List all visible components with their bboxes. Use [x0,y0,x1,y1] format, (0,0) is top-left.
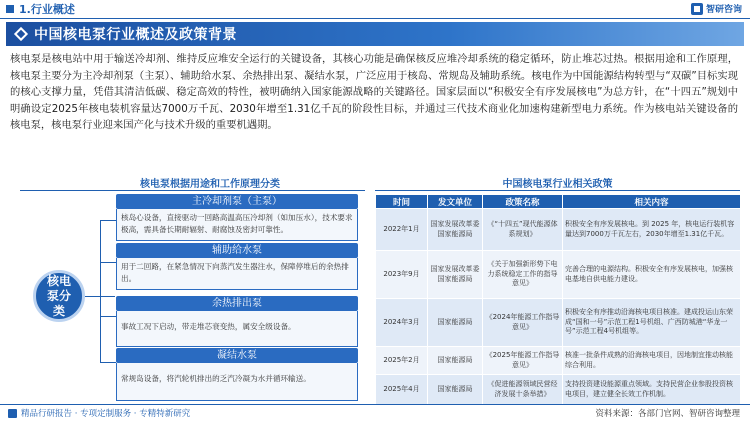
footer-left [8,407,190,419]
brand-logo [691,2,742,15]
right-panel-divider [375,190,740,191]
intro-paragraph: 核电泵是核电站中用于输送冷却剂、维持反应堆安全运行的关键设备，其核心功能是确保核反应堆冷却系统的稳定循环，防止堆芯过热。根据用途和工作原理，核电泵主要分为主冷却剂泵（主泵）、辅助给水泵、余热排出泵、凝结水泵，广泛应用于核岛、常规岛及辅助系统。核电作为中国能源结构转型与“双碳”目标实现的核心支撑力量，凭借其清洁低碳、稳定高效的特性，被明确纳入国家能源战略的关键路径。国家层面以“积极安全有序发展核电”为总方针，在“十四五”规划中明确设定2025年核电装机容量达7000万千瓦、2030年增至1.31亿千瓦的阶段性目标，并通过三代技术商业化加速构建新型电力系统。作为核电站关键设备的核电泵，核电泵行业迎来国产化与技术升级的重要机遇期。 [10,53,738,132]
title-banner [6,22,744,46]
top-divider [0,18,750,19]
footer-logo-icon [8,409,17,418]
column-header-content: 相关内容 [563,195,741,209]
cell-issuer: 国家能源局 [428,299,483,347]
source-note: 资料来源：各部门官网、智研咨询整理 [595,409,740,419]
section-marker-icon [6,5,14,13]
cell-policy: 《“十四五”现代能源体系规划》 [483,209,563,251]
category-desc: 常规岛设备，将汽轮机排出的乏汽冷凝为水并循环输送。 [116,363,358,401]
cell-policy: 《2024年能源工作指导意见》 [483,299,563,347]
cell-policy: 《促进能源领域民营经济发展十条举措》 [483,375,563,405]
top-bar [0,0,750,18]
brand-logo-icon [691,3,703,15]
branch-connector-4 [100,362,116,363]
cell-content: 积极安全有序推动沿海核电项目核准。建成投运山东荣成“国和一号”示范工程1号机组、广西防城港“华龙一号”示范工程4号机组等。 [563,299,741,347]
cell-time: 2023年9月 [376,251,428,299]
cell-issuer: 国家能源局 [428,347,483,375]
category-name: 辅助给水泵 [116,243,358,258]
cell-content: 完善合理的电源结构。积极安全有序发展核电，加强核电基地自供电能力建设。 [563,251,741,299]
category-card [116,348,358,401]
table-header-row [376,195,741,209]
section-title: 1.行业概述 [19,3,75,16]
cell-time: 2025年2月 [376,347,428,375]
diamond-icon [14,27,28,41]
cell-policy: 《关于加强新形势下电力系统稳定工作的指导意见》 [483,251,563,299]
cell-issuer: 国家发展改革委 国家能源局 [428,209,483,251]
branch-connector-2 [100,262,116,263]
cell-content: 积极安全有序发展核电。到 2025 年，核电运行装机容量达到7000万千瓦左右，2030年增至1.31亿千瓦。 [563,209,741,251]
category-desc: 核岛心设备，直接驱动一回路高温高压冷却剂（如加压水），技术要求极高，需具备长期耐辐射、耐腐蚀及密封可靠性。 [116,209,358,241]
column-header-issuer: 发文单位 [428,195,483,209]
category-card [116,194,358,241]
footer-tagline: 精品行研报告 · 专项定制服务 · 专精特新研究 [21,409,191,419]
table-row [376,209,741,251]
cell-time: 2024年3月 [376,299,428,347]
cell-time: 2022年1月 [376,209,428,251]
cell-content: 核准一批条件成熟的沿海核电项目，因地制宜推动核能综合利用。 [563,347,741,375]
core-label-line-2: 泵分 [46,288,71,303]
category-card [116,243,358,290]
footer [0,404,750,421]
right-panel-title: 中国核电泵行业相关政策 [502,179,613,190]
cell-policy: 《2025年能源工作指导意见》 [483,347,563,375]
cell-content: 支持投资建设能源重点领域。支持民营企业参股投资核电项目，建立健全长效工作机制。 [563,375,741,405]
branch-connector-3 [100,316,116,317]
category-name: 主冷却剂泵（主泵） [116,194,358,209]
cell-time: 2025年4月 [376,375,428,405]
column-header-policy: 政策名称 [483,195,563,209]
branch-connector [100,220,101,362]
core-label-line-3: 类 [52,303,65,318]
category-desc: 事故工况下启动，带走堆芯衰变热，属安全级设备。 [116,311,358,347]
column-header-time: 时间 [376,195,428,209]
category-desc: 用于二回路，在紧急情况下向蒸汽发生器注水，保障停堆后的余热排出。 [116,258,358,290]
core-connector [85,296,115,297]
brand-logo-text: 智研咨询 [705,5,742,15]
left-panel-title: 核电泵根据用途和工作原理分类 [140,179,280,190]
table-row [376,299,741,347]
policy-table [375,194,741,405]
branch-connector-1 [100,220,116,221]
category-name: 凝结水泵 [116,348,358,363]
page-title: 中国核电泵行业概述及政策背景 [34,27,237,43]
left-panel-divider [20,190,365,191]
cell-issuer: 国家能源局 [428,375,483,405]
table-row [376,347,741,375]
cell-issuer: 国家发展改革委 国家能源局 [428,251,483,299]
table-row [376,375,741,405]
category-name: 余热排出泵 [116,296,358,311]
core-category-node [33,270,85,322]
core-label-line-1: 核电 [46,273,71,288]
table-row [376,251,741,299]
category-card [116,296,358,347]
